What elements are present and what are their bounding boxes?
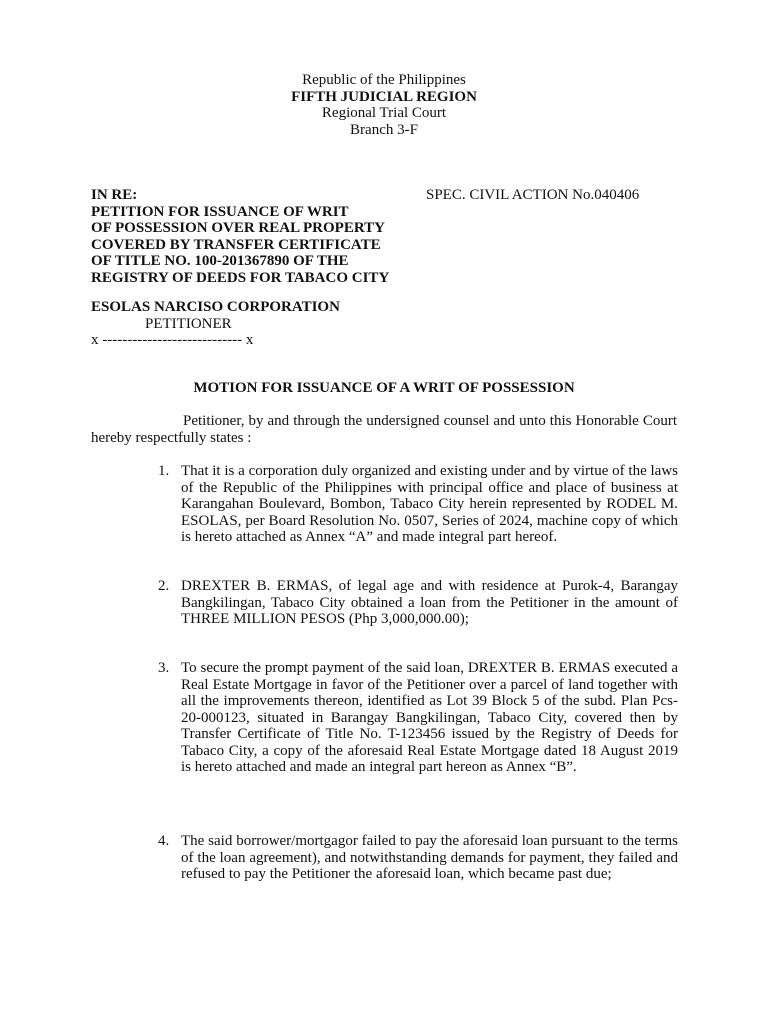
item-number: 2. [158,578,170,594]
item-number: 4. [158,833,170,849]
case-caption [91,187,389,286]
list-item [158,660,678,776]
list-item [158,833,678,883]
caption-separator: x ---------------------------- x [91,332,254,348]
item-text: The said borrower/mortgagor failed to pay the aforesaid loan pursuant to the terms of the loan agreement), and notwithstanding demands for payment, they failed and refused to pay the Petitioner the aforesaid loan, which became past due; [181,833,678,882]
header-region: FIFTH JUDICIAL REGION [291,88,477,105]
item-text: That it is a corporation duly organized and existing under and by virtue of the laws of the Republic of the Philippines with principal office and place of business at Karangahan Boulevard, Bombon, Tabaco City herein represented by RODEL M. ESOLAS, per Board Resolution No. 0507, Series of 2024, machine copy of which is hereto attached as Annex “A” and made integral part hereof. [181,463,678,545]
petitioner-role: PETITIONER [145,315,232,332]
caption-line: REGISTRY OF DEEDS FOR TABACO CITY [91,269,390,286]
caption-line: IN RE: [91,187,138,203]
motion-title: MOTION FOR ISSUANCE OF A WRIT OF POSSESSION [193,380,575,396]
item-number: 3. [158,660,170,676]
petitioner-name: ESOLAS NARCISO CORPORATION [91,299,340,315]
header-republic: Republic of the Philippines [302,72,466,88]
list-item [158,578,678,628]
header-branch: Branch 3-F [350,121,418,138]
caption-line: OF POSSESSION OVER REAL PROPERTY [91,220,385,236]
intro-paragraph: Petitioner, by and through the undersigned counsel and unto this Honorable Court hereby respectfully states : [91,413,677,446]
court-header [0,72,768,138]
case-number: SPEC. CIVIL ACTION No.040406 [426,187,640,203]
item-text: DREXTER B. ERMAS, of legal age and with residence at Purok-4, Barangay Bangkilingan, Tabaco City obtained a loan from the Petitioner in the amount of THREE MILLION PESOS (Php 3,000,000.00); [181,578,678,627]
caption-line: COVERED BY TRANSFER CERTIFICATE [91,236,381,253]
caption-line: OF TITLE NO. 100-201367890 OF THE [91,253,349,269]
party-block [91,299,340,349]
header-court: Regional Trial Court [321,105,447,121]
item-text: To secure the prompt payment of the said loan, DREXTER B. ERMAS executed a Real Estate Mortgage in favor of the Petitioner over a parcel of land together with all the improvements thereon, identified as Lot 39 Block 5 of the subd. Plan Pcs-20-000123, situated in Barangay Bangkilingan, Tabaco City, covered then by Transfer Certificate of Title No. T-123456 issued by the Registry of Deeds for Tabaco City, a copy of the aforesaid Real Estate Mortgage dated 18 August 2019 is hereto attached and made an integral part hereon as Annex “B”. [181,660,678,775]
caption-line: PETITION FOR ISSUANCE OF WRIT [91,203,349,220]
list-item [158,463,678,546]
item-number: 1. [158,463,170,479]
